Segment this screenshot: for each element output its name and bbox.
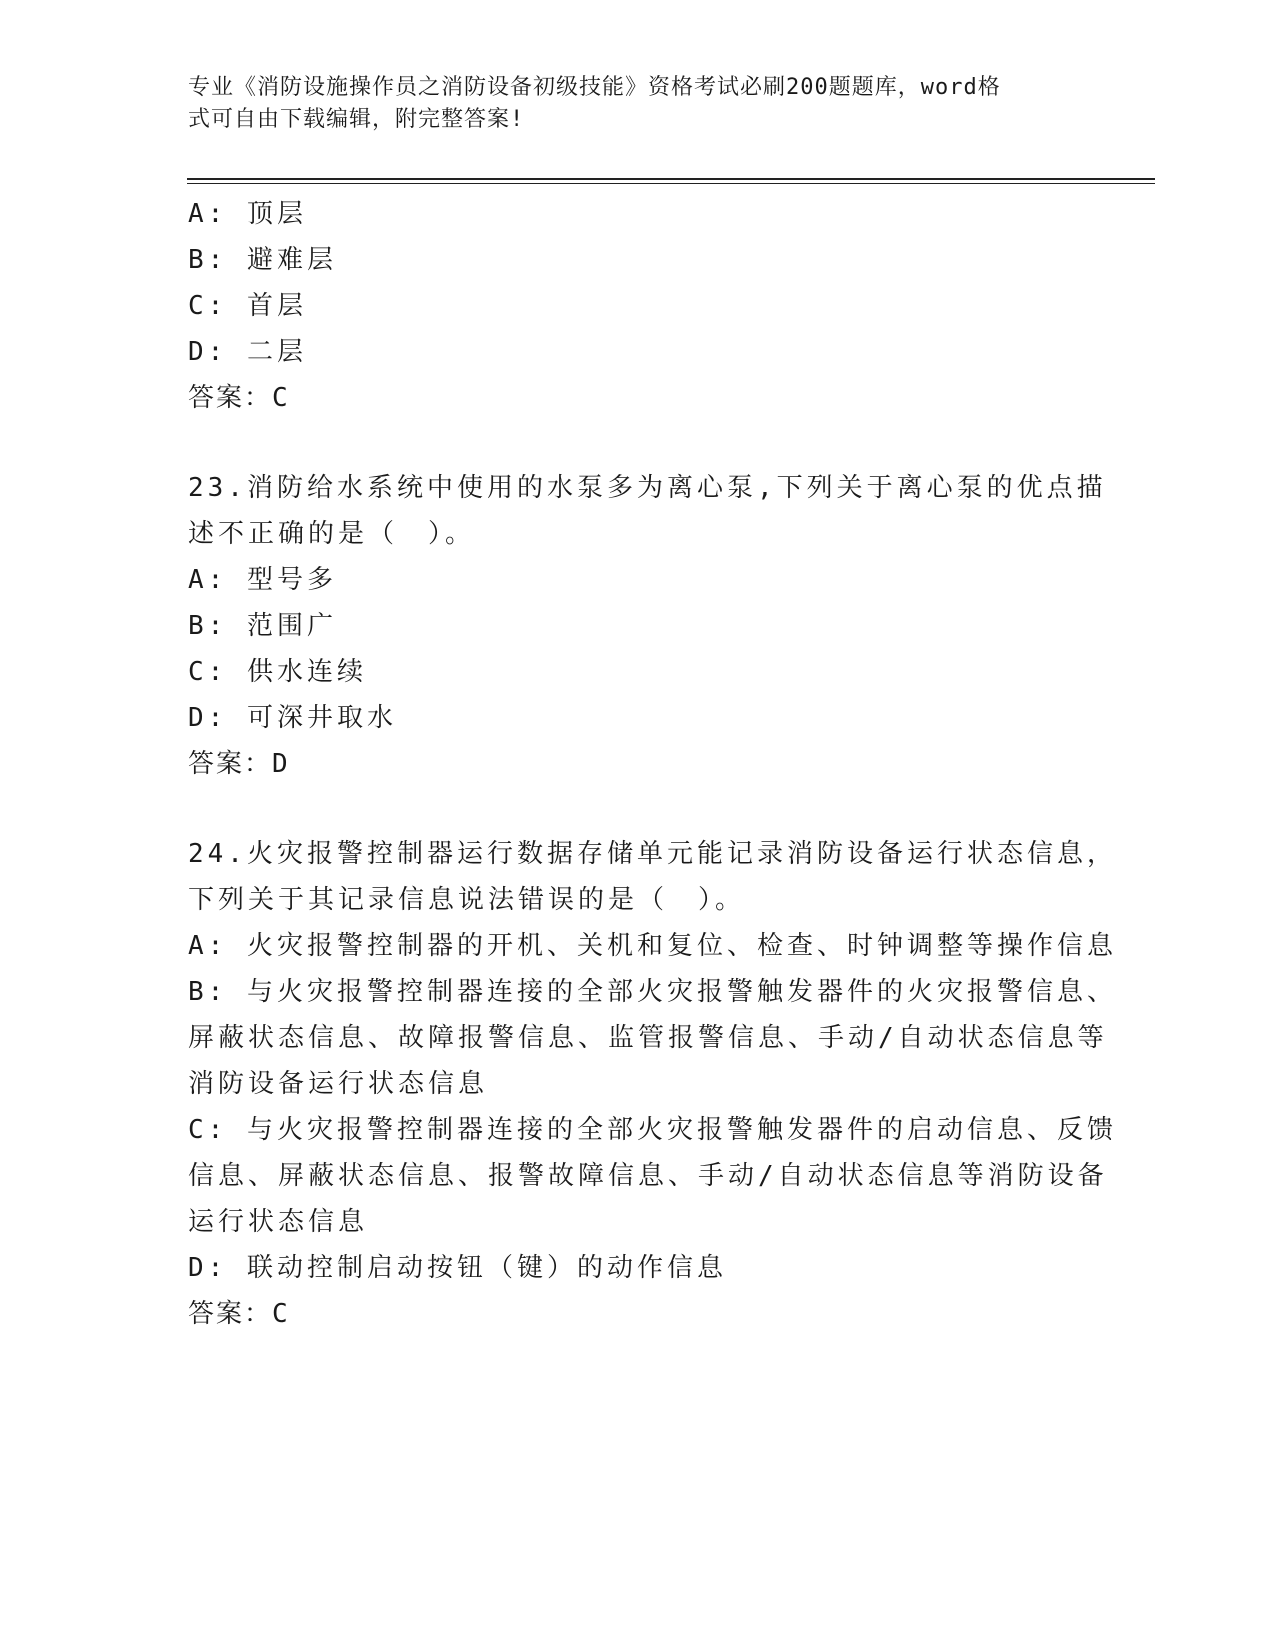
answer: 答案：C — [188, 383, 290, 413]
option-b-line-3: 消防设备运行状态信息 — [188, 1069, 489, 1099]
option-c: C: 首层 — [188, 291, 307, 321]
option-a: A: 火灾报警控制器的开机、关机和复位、检查、时钟调整等操作信息 — [188, 931, 1117, 961]
option-b: B: 范围广 — [188, 611, 337, 641]
option-c-line-2: 信息、屏蔽状态信息、报警故障信息、手动/自动状态信息等消防设备 — [188, 1161, 1108, 1191]
question-23 — [188, 465, 1107, 787]
header-line-1: 专业《消防设施操作员之消防设备初级技能》资格考试必刷200题题库，word格 — [188, 75, 1001, 100]
option-b-line-2: 屏蔽状态信息、故障报警信息、监管报警信息、手动/自动状态信息等 — [188, 1023, 1108, 1053]
header-rule-thin — [187, 183, 1155, 184]
question-stem-line-2: 述不正确的是（ ）。 — [188, 519, 476, 549]
header-rule-thick — [187, 178, 1155, 180]
header-line-2: 式可自由下载编辑，附完整答案! — [188, 107, 525, 132]
option-c-line-3: 运行状态信息 — [188, 1207, 369, 1237]
option-d: D: 可深井取水 — [188, 703, 397, 733]
question-22 — [188, 191, 1088, 421]
option-d: D: 联动控制启动按钮（键）的动作信息 — [188, 1253, 727, 1283]
option-b: B: 避难层 — [188, 245, 337, 275]
answer: 答案：C — [188, 1299, 290, 1329]
question-stem-line-1: 24.火灾报警控制器运行数据存储单元能记录消防设备运行状态信息， — [188, 839, 1117, 869]
option-c-line-1: C: 与火灾报警控制器连接的全部火灾报警触发器件的启动信息、反馈 — [188, 1115, 1117, 1145]
option-b-line-1: B: 与火灾报警控制器连接的全部火灾报警触发器件的火灾报警信息、 — [188, 977, 1117, 1007]
document-header — [188, 72, 1068, 136]
option-d: D: 二层 — [188, 337, 307, 367]
question-24 — [188, 831, 1117, 1337]
question-stem-line-2: 下列关于其记录信息说法错误的是（ ）。 — [188, 885, 746, 915]
option-c: C: 供水连续 — [188, 657, 367, 687]
answer: 答案：D — [188, 749, 290, 779]
document-body — [188, 191, 1117, 1337]
option-a: A: 顶层 — [188, 199, 307, 229]
option-a: A: 型号多 — [188, 565, 337, 595]
question-stem-line-1: 23.消防给水系统中使用的水泵多为离心泵,下列关于离心泵的优点描 — [188, 473, 1107, 503]
